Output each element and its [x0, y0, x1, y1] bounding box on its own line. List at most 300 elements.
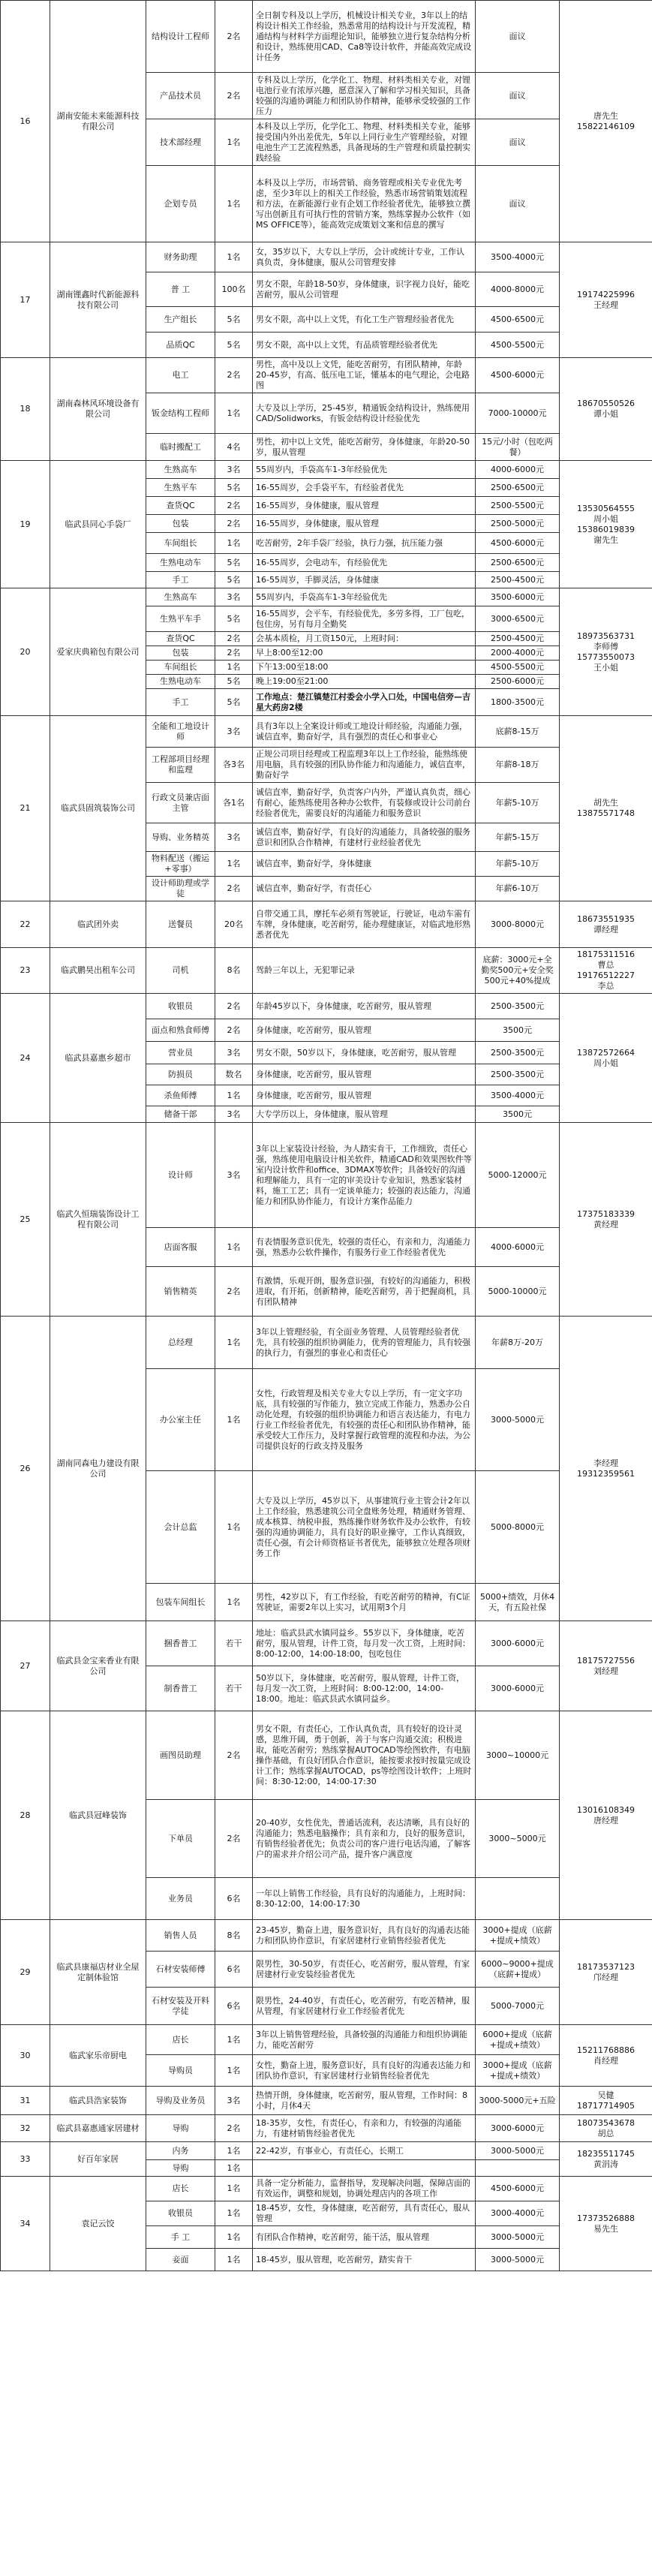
job-count: 2名 — [215, 877, 253, 901]
job-requirements: 诚信直率，勤奋好学，身体健康 — [253, 852, 476, 877]
table-row — [1, 1123, 652, 1228]
table-row — [1, 358, 652, 393]
job-count: 2名 — [215, 1267, 253, 1317]
job-requirements: 会基本质检，月工资150元，上班时间： — [253, 632, 476, 646]
job-requirements: 诚信直率，勤奋好学，负责客户内外，严谨认真负责，细心有耐心，能熟练使用各种办公软件，有装修或设计公司前台经验者优先，需要良好的沟通能力和服务意识 — [253, 783, 476, 823]
contact-info: 19174225996 王经理 — [560, 242, 652, 358]
row-number: 27 — [1, 1621, 50, 1711]
job-count: 5名 — [215, 675, 253, 689]
table-row — [1, 588, 652, 606]
job-position: 总经理 — [146, 1317, 215, 1369]
job-count: 3名 — [215, 1123, 253, 1228]
table-row — [1, 1317, 652, 1369]
table-row — [1, 1, 652, 73]
company-name: 好百年家居 — [50, 2142, 146, 2177]
contact-info: 13530564555 周小姐 15386019839 谢先生 — [560, 461, 652, 588]
job-requirements — [253, 2160, 476, 2177]
job-position: 手 工 — [146, 2226, 215, 2249]
job-requirements: 下午13:00至18:00 — [253, 661, 476, 675]
job-position: 画图员助理 — [146, 1711, 215, 1800]
contact-info: 15211768886 肖经理 — [560, 2025, 652, 2087]
job-requirements: 男女不限，年龄18-50岁，身体健康，识字视力良好，能吃苦耐劳，服从公司管理 — [253, 272, 476, 307]
job-count: 1名 — [215, 1471, 253, 1584]
contact-info: 吴健 18717714905 — [560, 2087, 652, 2115]
job-salary: 3000-6000元 — [476, 1666, 560, 1711]
job-position: 设计师助理或学徒 — [146, 877, 215, 901]
table-row — [1, 716, 652, 748]
job-salary: 1800-3500元 — [476, 689, 560, 716]
contact-info: 13872572664 周小姐 — [560, 994, 652, 1123]
job-position: 行政文员兼店面主管 — [146, 783, 215, 823]
job-position: 技术部经理 — [146, 119, 215, 166]
job-salary: 5000-7000元 — [476, 1988, 560, 2025]
job-salary: 底薪8-15万 — [476, 716, 560, 748]
job-requirements: 地址：临武县武水镇同益乡。55岁以下，身体健康，吃苦耐劳，服从管理，计件工资，每月发一次工资，上班时间：8:00-12:00，14:00-18:00，包吃包住 — [253, 1621, 476, 1666]
table-row — [1, 2142, 652, 2160]
job-position: 生熟高车 — [146, 461, 215, 479]
job-requirements: 诚信直率，勤奋好学，有良好的沟通能力，具备较强的服务意识和团队合作精神，有建材行业经验者优先 — [253, 823, 476, 852]
row-number: 23 — [1, 948, 50, 994]
company-name: 临武县嘉惠乡超市 — [50, 994, 146, 1123]
job-position: 导购 — [146, 2160, 215, 2177]
job-position: 营业员 — [146, 1042, 215, 1064]
job-count: 1名 — [215, 2226, 253, 2249]
job-salary: 3000-6000元 — [476, 2115, 560, 2142]
job-salary: 5000-8000元 — [476, 1471, 560, 1584]
job-salary: 面议 — [476, 1, 560, 73]
job-position: 品质QC — [146, 333, 215, 358]
job-salary: 3000-5000元 — [476, 2226, 560, 2249]
job-position: 查货QC — [146, 632, 215, 646]
job-salary: 年薪5-15万 — [476, 823, 560, 852]
company-name: 临武县金宝来香业有限公司 — [50, 1621, 146, 1711]
job-salary: 3000+提成（底薪+提成+绩效） — [476, 1920, 560, 1952]
job-salary: 6000+提成（底薪+提成+绩效） — [476, 2025, 560, 2055]
job-requirements: 18-35岁，女性，有责任心，有亲和力，有较强的沟通能力，有建材销售经验者优先 — [253, 2115, 476, 2142]
job-salary: 4000-8000元 — [476, 272, 560, 307]
row-number: 29 — [1, 1920, 50, 2025]
job-count: 100名 — [215, 272, 253, 307]
table-body — [1, 1, 652, 2271]
job-position: 查货QC — [146, 497, 215, 515]
job-count: 3名 — [215, 2087, 253, 2115]
row-number: 17 — [1, 242, 50, 358]
job-count: 若干 — [215, 1666, 253, 1711]
job-count: 5名 — [215, 333, 253, 358]
job-count: 1名 — [215, 2142, 253, 2160]
job-requirements: 热情开朗，身体健康，吃苦耐劳，服从管理，工作时间：8小时，月休4天 — [253, 2087, 476, 2115]
table-row — [1, 461, 652, 479]
job-position: 企划专员 — [146, 166, 215, 242]
job-count: 5名 — [215, 307, 253, 333]
job-requirements: 身体健康，吃苦耐劳，服从管理 — [253, 1085, 476, 1106]
job-position: 普 工 — [146, 272, 215, 307]
job-salary: 年薪8-18万 — [476, 748, 560, 783]
job-position: 下单员 — [146, 1800, 215, 1878]
job-requirements: 本科及以上学历，市场营销、商务管理或相关专业优先考虑，至少3年以上的相关工作经验，熟悉市场营销策划流程和方法，在新能源行业有企划工作经验者优先，能够独立撰写出创新且有可执行性的营销方案，熟练掌握办公软件（如MS OFFICE等），能高效完成策划文案和信息的撰写 — [253, 166, 476, 242]
job-count: 2名 — [215, 1711, 253, 1800]
contact-info: 胡先生 13875571748 — [560, 716, 652, 901]
job-count: 2名 — [215, 1019, 253, 1042]
job-position: 物料配送（搬运+零事） — [146, 852, 215, 877]
job-position: 办公室主任 — [146, 1369, 215, 1471]
job-position: 会计总监 — [146, 1471, 215, 1584]
job-requirements: 18-45岁，服从管理，吃苦耐劳，踏实肯干 — [253, 2249, 476, 2271]
row-number: 31 — [1, 2087, 50, 2115]
company-name: 临武县康福店材业全屋定制体验馆 — [50, 1920, 146, 2025]
contact-info: 17375183339 黄经理 — [560, 1123, 652, 1317]
job-requirements: 限男性，24-40岁，有责任心，吃苦耐劳，有吃苦精神，服从管理，有家居建材行业工作经验者优先 — [253, 1988, 476, 2025]
job-requirements: 16-55周岁，身体健康，服从管理 — [253, 497, 476, 515]
job-salary: 4500-6000元 — [476, 358, 560, 393]
table-row — [1, 901, 652, 948]
table-row — [1, 2025, 652, 2055]
job-requirements: 限男性，30-50岁，有责任心，吃苦耐劳，服从管理，有家居建材行业安装经验者优先 — [253, 1952, 476, 1988]
job-position: 车间组长 — [146, 661, 215, 675]
job-position: 储备干部 — [146, 1106, 215, 1123]
table-row — [1, 1711, 652, 1800]
job-position: 包装 — [146, 646, 215, 661]
job-count: 1名 — [215, 119, 253, 166]
job-salary: 2500-6000元 — [476, 675, 560, 689]
job-position: 导购员 — [146, 2055, 215, 2087]
job-salary: 4500-5500元 — [476, 661, 560, 675]
job-position: 包装 — [146, 515, 215, 533]
job-count: 1名 — [215, 1369, 253, 1471]
job-salary: 年薪5-10万 — [476, 783, 560, 823]
job-position: 石材安装师傅 — [146, 1952, 215, 1988]
row-number: 18 — [1, 358, 50, 461]
job-salary: 3000-5000元 — [476, 1369, 560, 1471]
job-salary: 年薪5-10万 — [476, 852, 560, 877]
job-count: 5名 — [215, 554, 253, 572]
contact-info: 18175727556 刘经理 — [560, 1621, 652, 1711]
job-salary: 底薪：3000元+全勤奖500元+安全奖500元+40%提成 — [476, 948, 560, 994]
job-position: 生熟平车手 — [146, 606, 215, 632]
job-requirements: 有团队合作精神，吃苦耐劳，能干活，服从管理 — [253, 2226, 476, 2249]
job-count: 1名 — [215, 2160, 253, 2177]
contact-info: 18073543678 胡总 — [560, 2115, 652, 2142]
job-count: 2名 — [215, 994, 253, 1019]
job-position: 杀鱼师傅 — [146, 1085, 215, 1106]
row-number: 19 — [1, 461, 50, 588]
job-count: 8名 — [215, 948, 253, 994]
job-count: 2名 — [215, 358, 253, 393]
job-count: 6名 — [215, 1878, 253, 1920]
job-requirements: 身体健康，吃苦耐劳，服从管理 — [253, 1019, 476, 1042]
contact-info: 18235511745 黄涓涛 — [560, 2142, 652, 2177]
company-name: 袁记云饺 — [50, 2177, 146, 2271]
job-count: 2名 — [215, 1800, 253, 1878]
job-position: 销售精英 — [146, 1267, 215, 1317]
job-salary — [476, 1878, 560, 1920]
job-requirements: 早上8:00至12:00 — [253, 646, 476, 661]
job-requirements: 晚上19:00至21:00 — [253, 675, 476, 689]
job-position: 业务员 — [146, 1878, 215, 1920]
job-requirements: 55周岁内，手袋高车1-3年经验优先 — [253, 461, 476, 479]
job-requirements: 18-45岁，女性，身体健康，吃苦耐劳，具有责任心，服从管理 — [253, 2201, 476, 2226]
job-requirements: 具备一定分析能力，监督指导，发现解决问题，保障店面的有效运作，调整和规划，协调处理店内的各项工作 — [253, 2177, 476, 2201]
row-number: 33 — [1, 2142, 50, 2177]
job-position: 临时搬配工 — [146, 434, 215, 461]
job-salary: 4500-5500元 — [476, 333, 560, 358]
job-salary: 3000-6000元 — [476, 1621, 560, 1666]
job-count: 1名 — [215, 661, 253, 675]
job-position: 捆香普工 — [146, 1621, 215, 1666]
job-requirements: 23-45岁，勤奋上进，服务意识好，具有良好的沟通表达能力和团队协作意识，有家居建材行业销售经验者优先 — [253, 1920, 476, 1952]
job-position: 导购 — [146, 2115, 215, 2142]
row-number: 16 — [1, 1, 50, 242]
contact-info: 17373526888 易先生 — [560, 2177, 652, 2271]
job-count: 3名 — [215, 716, 253, 748]
row-number: 30 — [1, 2025, 50, 2087]
job-count: 5名 — [215, 479, 253, 497]
job-salary: 面议 — [476, 73, 560, 119]
job-requirements: 大专及以上学历，45岁以下，从事建筑行业主管会计2年以上工作经验，熟悉建筑公司全盘账务处理，精通财务管理、成本核算、纳税申报，熟练操作财务软件及办公软件，有较强的沟通协调能力，具有良好的职业操守，工作认真细致，责任心强，有会计师资格证书者优先，能够独立处理各项财务工作 — [253, 1471, 476, 1584]
job-count: 1名 — [215, 393, 253, 434]
job-salary: 3000-5000元+五险 — [476, 2087, 560, 2115]
job-requirements: 男女不限，高中以上文凭，有化工生产管理经验者优先 — [253, 307, 476, 333]
table-row — [1, 2087, 652, 2115]
job-salary: 2500-3500元 — [476, 1042, 560, 1064]
job-count: 2名 — [215, 515, 253, 533]
contact-info: 18175311516 曹总 19176512227 李总 — [560, 948, 652, 994]
contact-info: 18670550526 谭小姐 — [560, 358, 652, 461]
job-count: 各1名 — [215, 783, 253, 823]
job-requirements: 有表情服务意识优先，较强的责任心，有亲和力，沟通能力强，熟悉办公软件操作，有服务行业工作经验者优先 — [253, 1228, 476, 1267]
job-position: 财务助理 — [146, 242, 215, 272]
company-name: 湖南同森电力建设有限公司 — [50, 1317, 146, 1621]
job-count: 各3名 — [215, 748, 253, 783]
job-salary: 3000-5000元 — [476, 2249, 560, 2271]
job-salary: 3000~10000元 — [476, 1711, 560, 1800]
job-position: 销售人员 — [146, 1920, 215, 1952]
job-salary: 年薪6-10万 — [476, 877, 560, 901]
job-salary: 4500-6000元 — [476, 533, 560, 554]
job-count: 1名 — [215, 1228, 253, 1267]
job-salary: 年薪8万-20万 — [476, 1317, 560, 1369]
job-position: 包装车间组长 — [146, 1584, 215, 1621]
company-name: 临武县同心手袋厂 — [50, 461, 146, 588]
job-salary: 3000+提成（底薪+提成+绩效） — [476, 2055, 560, 2087]
job-salary: 5000-12000元 — [476, 1123, 560, 1228]
job-salary: 3500-6000元 — [476, 588, 560, 606]
job-count: 6名 — [215, 1952, 253, 1988]
job-count: 1名 — [215, 2201, 253, 2226]
job-requirements: 22-42岁，有事业心，有责任心，长期工 — [253, 2142, 476, 2160]
company-name: 临武县嘉惠通家居建材 — [50, 2115, 146, 2142]
job-salary: 6000~9000+提成（底薪+提成） — [476, 1952, 560, 1988]
company-name: 临武久恒瑞装饰设计工程有限公司 — [50, 1123, 146, 1317]
job-count: 2名 — [215, 2115, 253, 2142]
job-position: 送餐员 — [146, 901, 215, 948]
job-salary: 3000-4000元 — [476, 2201, 560, 2226]
job-salary: 2500-4500元 — [476, 572, 560, 588]
job-requirements: 男性，初中以上文凭，能吃苦耐劳，身体健康，年龄20-50岁，服从管理 — [253, 434, 476, 461]
table-row — [1, 1621, 652, 1666]
job-requirements: 55周岁内，手袋高车1-3年经验优先 — [253, 588, 476, 606]
job-requirements: 自带交通工具，摩托车必须有驾驶证，行驶证，电动车需有车牌，身体健康，吃苦耐劳，能办理健康证，对临武地形熟悉者优先 — [253, 901, 476, 948]
job-salary: 4000-6000元 — [476, 1228, 560, 1267]
contact-info: 18673551935 谭经理 — [560, 901, 652, 948]
job-requirements: 女性，勤奋上进，服务意识好，具有良好的沟通表达能力和团队协作意识，有家居建材行业销售经验者优先 — [253, 2055, 476, 2087]
job-count: 1名 — [215, 852, 253, 877]
company-name: 临武县冠峰装饰 — [50, 1711, 146, 1920]
job-position: 生熟平车 — [146, 479, 215, 497]
row-number: 26 — [1, 1317, 50, 1621]
job-requirements: 诚信直率，勤奋好学，有责任心 — [253, 877, 476, 901]
job-count: 3名 — [215, 823, 253, 852]
job-salary: 2000-4000元 — [476, 646, 560, 661]
job-salary: 5000+绩效，月休4天，有五险社保 — [476, 1584, 560, 1621]
job-salary: 2500-3500元 — [476, 1064, 560, 1085]
contact-info: 李经理 19312359561 — [560, 1317, 652, 1621]
job-position: 面点和熟食师傅 — [146, 1019, 215, 1042]
job-salary: 3500元 — [476, 1019, 560, 1042]
job-requirements: 男女不限，有责任心，工作认真负责，具有较好的设计灵感，思维开阔，勇于创新，善于与客户沟通交流；积极进取，能吃苦耐劳；熟练掌握AUTOCAD等绘图软件，有电脑操作基础，有良好团队合作意识，能按要求按时按量完成设计工作；熟练掌握AUTOCAD，ps等绘图设计软件；上班时间：8:30-12:00，14:00-17:30 — [253, 1711, 476, 1800]
job-requirements: 16-55周岁，身体健康，服从管理 — [253, 515, 476, 533]
job-requirements: 16-55周岁，会平车，有经验优先，多劳多得，工厂包吃，包住房，另有每月全勤奖 — [253, 606, 476, 632]
job-count: 1名 — [215, 2025, 253, 2055]
contact-info: 13016108349 唐经理 — [560, 1711, 652, 1920]
job-position: 收银员 — [146, 2201, 215, 2226]
table-row — [1, 1920, 652, 1952]
job-count: 4名 — [215, 434, 253, 461]
job-salary: 3500-4000元 — [476, 1085, 560, 1106]
job-count: 1名 — [215, 1317, 253, 1369]
job-position: 结构设计工程师 — [146, 1, 215, 73]
job-count: 20名 — [215, 901, 253, 948]
table-row — [1, 994, 652, 1019]
job-count: 3名 — [215, 461, 253, 479]
job-count: 1名 — [215, 1584, 253, 1621]
row-number: 25 — [1, 1123, 50, 1317]
row-number: 32 — [1, 2115, 50, 2142]
job-requirements: 工作地点：楚江镇楚江村委会小学入口处，中国电信旁—吉星大药房2楼 — [253, 689, 476, 716]
company-name: 临武县固筑装饰公司 — [50, 716, 146, 901]
job-position: 手工 — [146, 689, 215, 716]
job-salary: 3500元 — [476, 1106, 560, 1123]
job-salary: 4500-6500元 — [476, 307, 560, 333]
job-count: 1名 — [215, 2055, 253, 2087]
job-count: 2名 — [215, 73, 253, 119]
job-salary: 2500-5500元 — [476, 497, 560, 515]
job-salary: 2500-6500元 — [476, 554, 560, 572]
job-count: 1名 — [215, 2249, 253, 2271]
job-requirements: 年龄45岁以下，身体健康，吃苦耐劳，服从管理 — [253, 994, 476, 1019]
job-salary: 面议 — [476, 119, 560, 166]
table-row — [1, 2115, 652, 2142]
job-count: 1名 — [215, 533, 253, 554]
job-position: 全能和工地设计师 — [146, 716, 215, 748]
job-requirements: 20-40岁，女性优先，普通话流利，表达清晰，具有良好的沟通能力；熟悉电脑操作；具有亲和力，良好的服务意识，有销售经验者优先；负责公司的客户进行电话沟通，了解客户的需求并介绍公司产品，提升客户满意度 — [253, 1800, 476, 1878]
job-count: 8名 — [215, 1920, 253, 1952]
job-count: 3名 — [215, 588, 253, 606]
job-count: 1名 — [215, 1085, 253, 1106]
job-count: 1名 — [215, 166, 253, 242]
job-requirements: 本科及以上学历，化学化工、物理、材料类相关专业，能够接受国内外出差优先，5年以上同行业生产管理经验，对锂电池生产工艺流程熟悉，具备现场的生产管理和质量控制实践经验 — [253, 119, 476, 166]
job-position: 店面客服 — [146, 1228, 215, 1267]
job-salary: 3000~5000元 — [476, 1800, 560, 1878]
job-position: 司机 — [146, 948, 215, 994]
job-salary: 4500-6000元 — [476, 2177, 560, 2201]
job-count: 2名 — [215, 1, 253, 73]
job-salary: 5000-10000元 — [476, 1267, 560, 1317]
contact-info: 18973563731 李师傅 15773550073 王小姐 — [560, 588, 652, 716]
job-requirements: 16-55周岁，会电动车，有经验优先 — [253, 554, 476, 572]
job-requirements: 全日制专科及以上学历，机械设计相关专业，3年以上的结构设计相关工作经验，熟悉常用的结构设计与开发流程，精通结构与材料学方面理论知识，能够独立进行复杂结构分析和设计，熟练使用CAD、Ca8等设计软件，并能高效完成设计任务 — [253, 1, 476, 73]
job-position: 店长 — [146, 2177, 215, 2201]
job-position: 设计师 — [146, 1123, 215, 1228]
job-requirements: 身体健康，吃苦耐劳，服从管理 — [253, 1064, 476, 1085]
job-count: 1名 — [215, 242, 253, 272]
job-position: 导购及业务员 — [146, 2087, 215, 2115]
row-number: 20 — [1, 588, 50, 716]
contact-info: 18173537123 邝经理 — [560, 1920, 652, 2025]
job-position: 妾面 — [146, 2249, 215, 2271]
job-requirements: 大专学历以上，身体健康，服从管理 — [253, 1106, 476, 1123]
job-position: 车间组长 — [146, 533, 215, 554]
job-count: 6名 — [215, 1988, 253, 2025]
job-salary: 3000-8000元 — [476, 901, 560, 948]
table-row — [1, 2177, 652, 2201]
job-count: 2名 — [215, 497, 253, 515]
job-requirements: 男性，42岁以下，有工作经验，有吃苦耐劳的精神，有C证驾驶证，需要2年以上实习，试用期3个月 — [253, 1584, 476, 1621]
company-name: 湖南森林风环境设备有限公司 — [50, 358, 146, 461]
job-count: 2名 — [215, 632, 253, 646]
job-requirements: 具有3年以上全案设计师或工地设计师经验，沟通能力强，诚信直率，勤奋好学，具有强烈的责任心和事业心 — [253, 716, 476, 748]
company-name: 临武县浩家装饰 — [50, 2087, 146, 2115]
job-salary: 15元/小时（包吃两餐） — [476, 434, 560, 461]
job-requirements: 50岁以下，身体健康，吃苦耐劳，服从管理，计件工资，每月发一次工资，上班时间：8:00-12:00，14:00-18:00。地址：临武县武水镇同益乡。 — [253, 1666, 476, 1711]
job-count: 2名 — [215, 646, 253, 661]
row-number: 28 — [1, 1711, 50, 1920]
job-salary: 2500-5000元 — [476, 515, 560, 533]
table-row — [1, 948, 652, 994]
job-requirements: 男性，高中及以上文凭，能吃苦耐劳，有团队精神，年龄20-45岁，有高、低压电工证，懂基本的电气理论，会电路图 — [253, 358, 476, 393]
table-row — [1, 242, 652, 272]
job-position: 工程部项目经理和监理 — [146, 748, 215, 783]
job-requirements: 3年以上管理经验，有全面业务管理、人员管理经验者优先，具有较强的组织协调能力，优秀的管理能力，具有较强的执行力，有强烈的事业心和责任心 — [253, 1317, 476, 1369]
job-requirements: 一年以上销售工作经验，具有良好的沟通能力，上班时间：8:30-12:00，14:00-17:30 — [253, 1878, 476, 1920]
company-name: 湖南安能未来能源科技有限公司 — [50, 1, 146, 242]
job-count: 3名 — [215, 1042, 253, 1064]
job-position: 生熟高车 — [146, 588, 215, 606]
job-salary: 2500-4500元 — [476, 632, 560, 646]
company-name: 爱家庆典箱包有限公司 — [50, 588, 146, 716]
job-position: 生熟电动车 — [146, 675, 215, 689]
job-position: 手工 — [146, 572, 215, 588]
job-position: 店长 — [146, 2025, 215, 2055]
job-position: 石材安装及开料学徒 — [146, 1988, 215, 2025]
company-name: 湖南锂鑫时代新能源科技有限公司 — [50, 242, 146, 358]
job-position: 防损员 — [146, 1064, 215, 1085]
job-position: 生产组长 — [146, 307, 215, 333]
row-number: 34 — [1, 2177, 50, 2271]
job-requirements: 16-55周岁，手脚灵活，身体健康 — [253, 572, 476, 588]
job-salary: 2500-3500元 — [476, 994, 560, 1019]
job-position: 产品技术员 — [146, 73, 215, 119]
job-requirements: 男女不限，50岁以下，身体健康，吃苦耐劳，服从管理 — [253, 1042, 476, 1064]
job-count: 1名 — [215, 2177, 253, 2201]
job-requirements: 大专及以上学历，25-45岁，精通钣金结构设计，熟练使用CAD/Solidworks，有钣金结构设计经验优先 — [253, 393, 476, 434]
job-requirements: 男女不限，高中以上文凭，有品质管理经验者优先 — [253, 333, 476, 358]
job-position: 收银员 — [146, 994, 215, 1019]
job-count: 5名 — [215, 572, 253, 588]
company-name: 临武鹏昊出租车公司 — [50, 948, 146, 994]
job-requirements: 16-55周岁，会手袋平车，有经验者优先 — [253, 479, 476, 497]
job-requirements: 专科及以上学历，化学化工、物理、材料类相关专业，对锂电池行业有浓厚兴趣，愿意深入了解和学习相关知识，具备较强的沟通协调能力和团队协作精神，能够承受较强的工作压力 — [253, 73, 476, 119]
